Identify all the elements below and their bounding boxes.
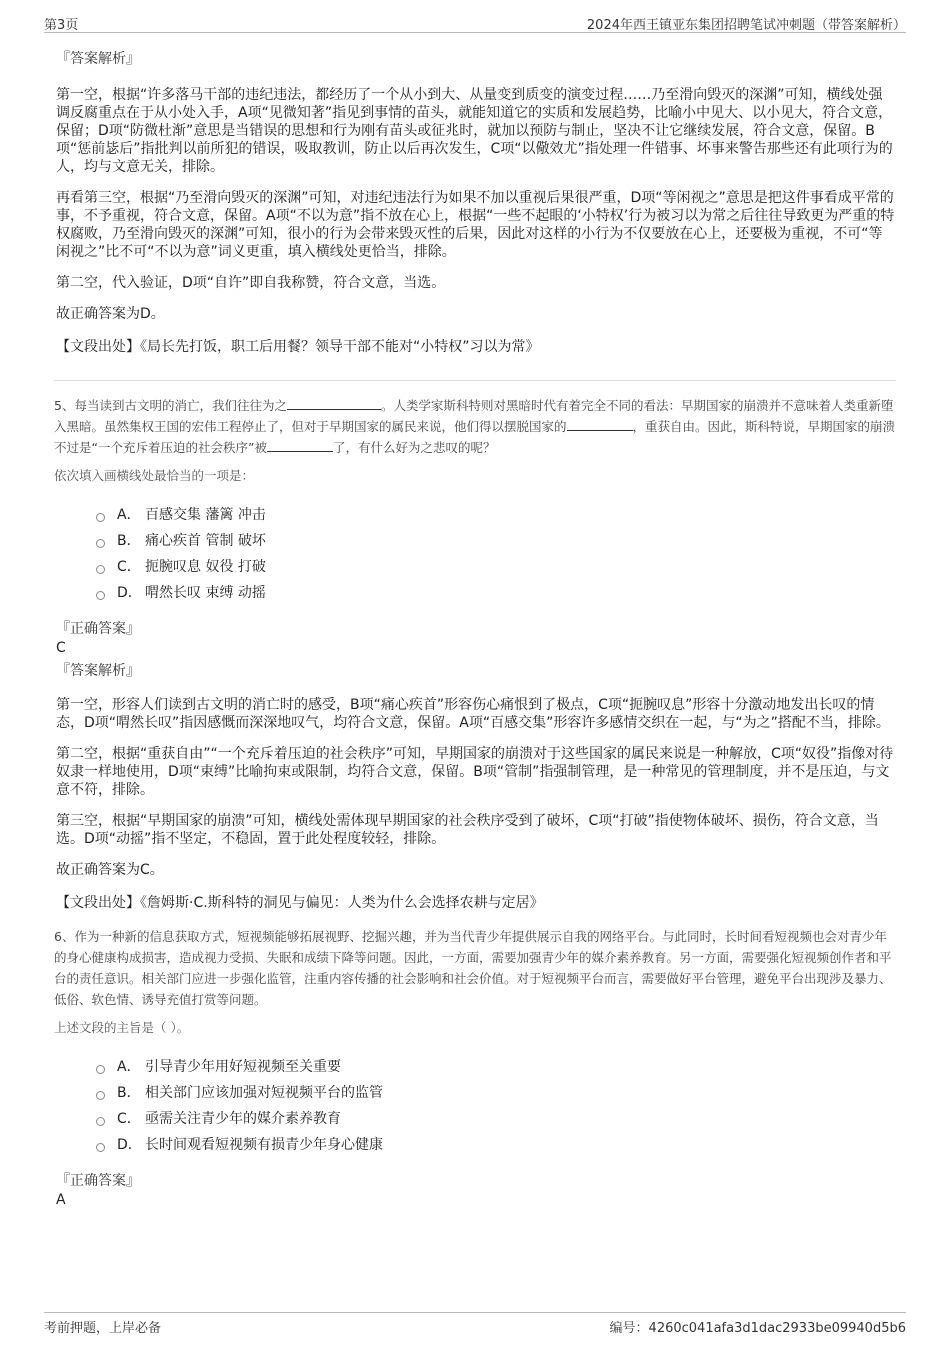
option-b[interactable]: B． 相关部门应该加强对短视频平台的监管 <box>96 1080 896 1106</box>
document-body <box>56 46 896 1212</box>
question-6-text: 6、作为一种新的信息获取方式，短视频能够拓展视野、挖掘兴趣，并为当代青少年提供展示自我的网络平台。与此同时，长时间看短视频也会对青少年的身心健康构成损害，造成视力受损、失眠和成绩下降等问题。因此，一方面，需要加强青少年的媒介素养教育。另一方面，需要强化短视频创作者和平台的责任意识。相关部门应进一步强化监管，注重内容传播的社会影响和社会价值。对于短视频平台而言，需要做好平台管理，避免平台出现涉及暴力、低俗、软色情、诱导充值打赏等问题。 <box>54 929 892 1007</box>
analysis-paragraph: 再看第三空，根据“乃至滑向毁灭的深渊”可知，对违纪违法行为如果不加以重视后果很严重，D项“等闲视之”意思是把这件事看成平常的事，不予重视，符合文意，保留。A项“不以为意”指不放在心上，根据“一些不起眼的‘小特权’行为被习以为常之后往往导致更为严重的特权腐败，乃至滑向毁灭的深渊”可知，很小的行为会带来毁灭性的后果，因此对这样的小行为不仅要放在心上，还要极为重视，不可“等闲视之”比不可“不以为意”词义更重，填入横线处更恰当，排除。 <box>56 190 895 260</box>
radio-icon[interactable] <box>96 565 105 574</box>
option-c[interactable]: C． 亟需关注青少年的媒介素养教育 <box>96 1106 896 1132</box>
question-prompt: 上述文段的主旨是（ ）。 <box>54 1020 190 1035</box>
analysis-paragraph: 第一空，形容人们读到古文明的消亡时的感受，B项“痛心疾首”形容伤心痛恨到了极点，C项“扼腕叹息”形容十分激动地发出长叹的情态，D项“喟然长叹”指因感慨而深深地叹气，均符合文意，保留。A项“百感交集”形容许多感情交织在一起，与“为之”搭配不当，排除。 <box>56 697 890 731</box>
footer-slogan: 考前押题，上岸必备 <box>44 1321 162 1336</box>
question-5-options <box>96 502 896 606</box>
analysis-paragraph: 故正确答案为D。 <box>56 306 165 322</box>
analysis-paragraph: 故正确答案为C。 <box>56 862 164 878</box>
answer-label: 『正确答案』 <box>56 1173 140 1189</box>
divider <box>54 380 896 381</box>
document-id: 编号：4260c041afa3d1dac2933be09940d5b6 <box>609 1321 906 1336</box>
radio-icon[interactable] <box>96 1117 105 1126</box>
page-header <box>44 12 906 33</box>
option-b[interactable]: B． 痛心疾首 管制 破坏 <box>96 528 896 554</box>
radio-icon[interactable] <box>96 539 105 548</box>
answer-value: A <box>56 1192 66 1208</box>
radio-icon[interactable] <box>96 591 105 600</box>
answer-label: 『正确答案』 <box>56 621 140 637</box>
fill-blank <box>287 396 381 410</box>
analysis-paragraph: 第一空，根据“许多落马干部的违纪违法，都经历了一个从小到大、从量变到质变的演变过程……乃至滑向毁灭的深渊”可知，横线处强调反腐重点在于从小处入手，A项“见微知著”指见到事情的苗头，就能知道它的实质和发展趋势，比喻小中见大、以小见大，符合文意，保留；D项“防微杜渐”意思是当错误的思想和行为刚有苗头或征兆时，就加以预防与制止，坚决不让它继续发展，符合文意，保留。B项“惩前毖后”指批判以前所犯的错误，吸取教训，防止以后再次发生，C项“以儆效尤”指处理一件错事、坏事来警告那些还有此项行为的人，均与文意无关，排除。 <box>56 87 893 175</box>
analysis-paragraph: 第三空，根据“早期国家的崩溃”可知，横线处需体现早期国家的社会秩序受到了破坏，C项“打破”指使物体破坏、损伤，符合文意，当选。D项“动摇”指不坚定，不稳固，置于此处程度较轻，排除。 <box>56 813 879 847</box>
radio-icon[interactable] <box>96 1091 105 1100</box>
radio-icon[interactable] <box>96 1143 105 1152</box>
question-6-options <box>96 1054 896 1158</box>
question-prompt: 依次填入画横线处最恰当的一项是： <box>54 468 255 483</box>
page-number: 第3页 <box>44 18 79 33</box>
fill-blank <box>567 417 633 431</box>
fill-blank <box>267 438 333 452</box>
analysis-paragraph: 第二空，根据“重获自由”“一个充斥着压迫的社会秩序”可知，早期国家的崩溃对于这些国家的属民来说是一种解放，C项“奴役”指像对待奴隶一样地使用，D项“束缚”比喻拘束或限制，均符合文意，保留。B项“管制”指强制管理，是一种常见的管理制度，并不是压迫，与文意不符，排除。 <box>56 746 894 798</box>
option-d[interactable]: D． 长时间观看短视频有损青少年身心健康 <box>96 1132 896 1158</box>
question-5-text: 5、每当读到古文明的消亡，我们往往为之 。人类学家斯科特则对黑暗时代有着完全不同的看法：早期国家的崩溃并不意味着人类重新堕入黑暗。虽然集权王国的宏伟工程停止了，但对于早期国家的属民来说，他们得以摆脱国家的 ，重获自由。因此，斯科特说，早期国家的崩溃不过是“一个充斥着压迫的社会秩序”被 了，有什么好为之悲叹的呢？ <box>54 398 896 455</box>
radio-icon[interactable] <box>96 1065 105 1074</box>
option-a[interactable]: A． 引导青少年用好短视频至关重要 <box>96 1054 896 1080</box>
document-title: 2024年西王镇亚东集团招聘笔试冲刺题（带答案解析） <box>586 18 906 33</box>
radio-icon[interactable] <box>96 513 105 522</box>
option-a[interactable]: A． 百感交集 藩篱 冲击 <box>96 502 896 528</box>
source-citation: 【文段出处】《局长先打饭，职工后用餐？领导干部不能对“小特权”习以为常》 <box>56 339 540 355</box>
answer-value: C <box>56 640 66 656</box>
analysis-label: 『答案解析』 <box>56 51 140 67</box>
analysis-label: 『答案解析』 <box>56 663 140 679</box>
source-citation: 【文段出处】《詹姆斯·C.斯科特的洞见与偏见：人类为什么会选择农耕与定居》 <box>56 895 544 911</box>
page-footer <box>44 1312 906 1337</box>
analysis-paragraph: 第二空，代入验证，D项“自许”即自我称赞，符合文意，当选。 <box>56 275 446 291</box>
option-d[interactable]: D． 喟然长叹 束缚 动摇 <box>96 580 896 606</box>
option-c[interactable]: C． 扼腕叹息 奴役 打破 <box>96 554 896 580</box>
